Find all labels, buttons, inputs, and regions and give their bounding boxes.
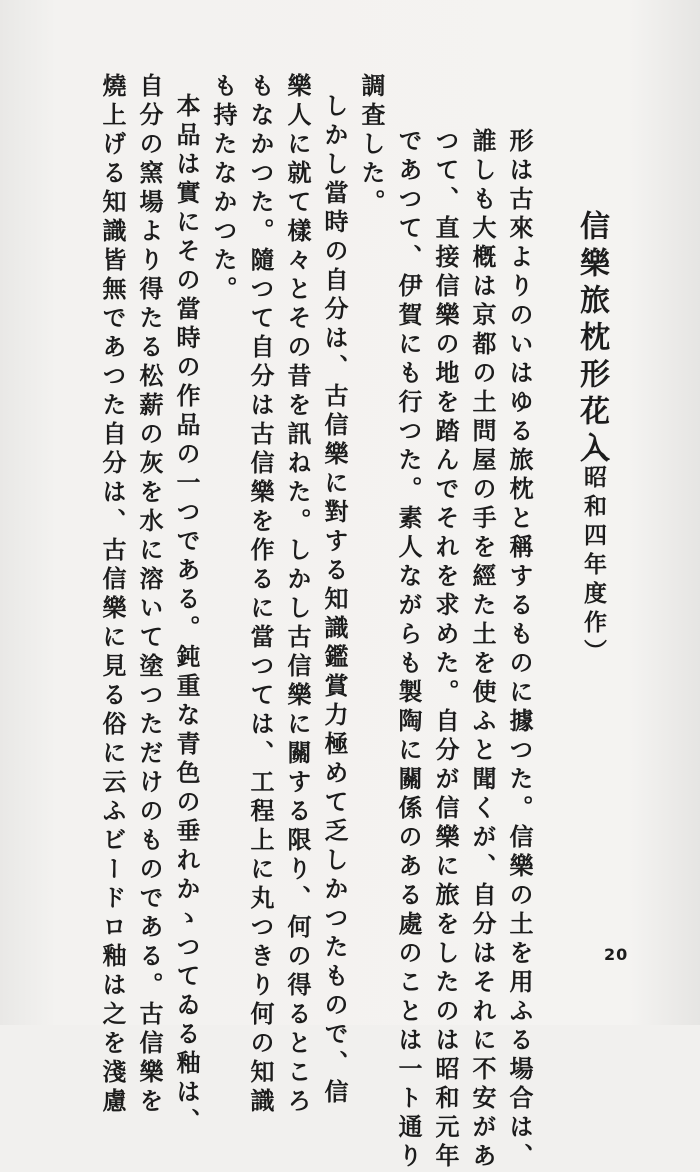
- body-line-5: 調査した。: [357, 73, 386, 218]
- page-number: 20: [604, 945, 629, 964]
- body-line-9: も持たなかつた。: [209, 73, 238, 305]
- body-line-12: 燒上げる知識皆無であつた自分は、古信樂に見る俗に云ふビードロ釉は之を淺慮: [98, 73, 127, 1117]
- body-line-6: しかし當時の自分は、古信樂に對する知識鑑賞力極めて乏しかつたもので、信: [320, 93, 349, 1108]
- body-line-4: であつて、伊賀にも行つた。素人ながらも製陶に關係のある處のことは一ト通り: [394, 128, 423, 1172]
- body-line-3: つて、直接信樂の地を踏んでそれを求めた。自分が信樂に旅をしたのは昭和元年: [431, 128, 460, 1172]
- piece-title: 信樂旅枕形花入: [574, 210, 609, 469]
- body-line-8: もなかつた。隨つて自分は古信樂を作るに當つては、工程上に丸つきり何の知識: [246, 73, 275, 1117]
- body-line-1: 形は古來よりのいはゆる旅枕と稱するものに據つた。信樂の土を用ふる場合は、: [505, 128, 534, 1172]
- body-line-11: 自分の窯場より得たる松薪の灰を水に溶いて塗つただけのものである。古信樂を: [135, 73, 164, 1117]
- body-line-2: 誰しも大槪は京都の土問屋の手を經た土を使ふと聞くが、自分はそれに不安があ: [468, 128, 497, 1172]
- body-line-7: 樂人に就て樣々とその昔を訊ねた。しかし古信樂に關する限り、何の得るところ: [283, 73, 312, 1117]
- piece-date-subtitle: （昭和四年度作）: [580, 436, 607, 668]
- body-line-10: 本品は實にその當時の作品の一つである。鈍重な青色の垂れかゝつてゐる釉は、: [172, 93, 201, 1137]
